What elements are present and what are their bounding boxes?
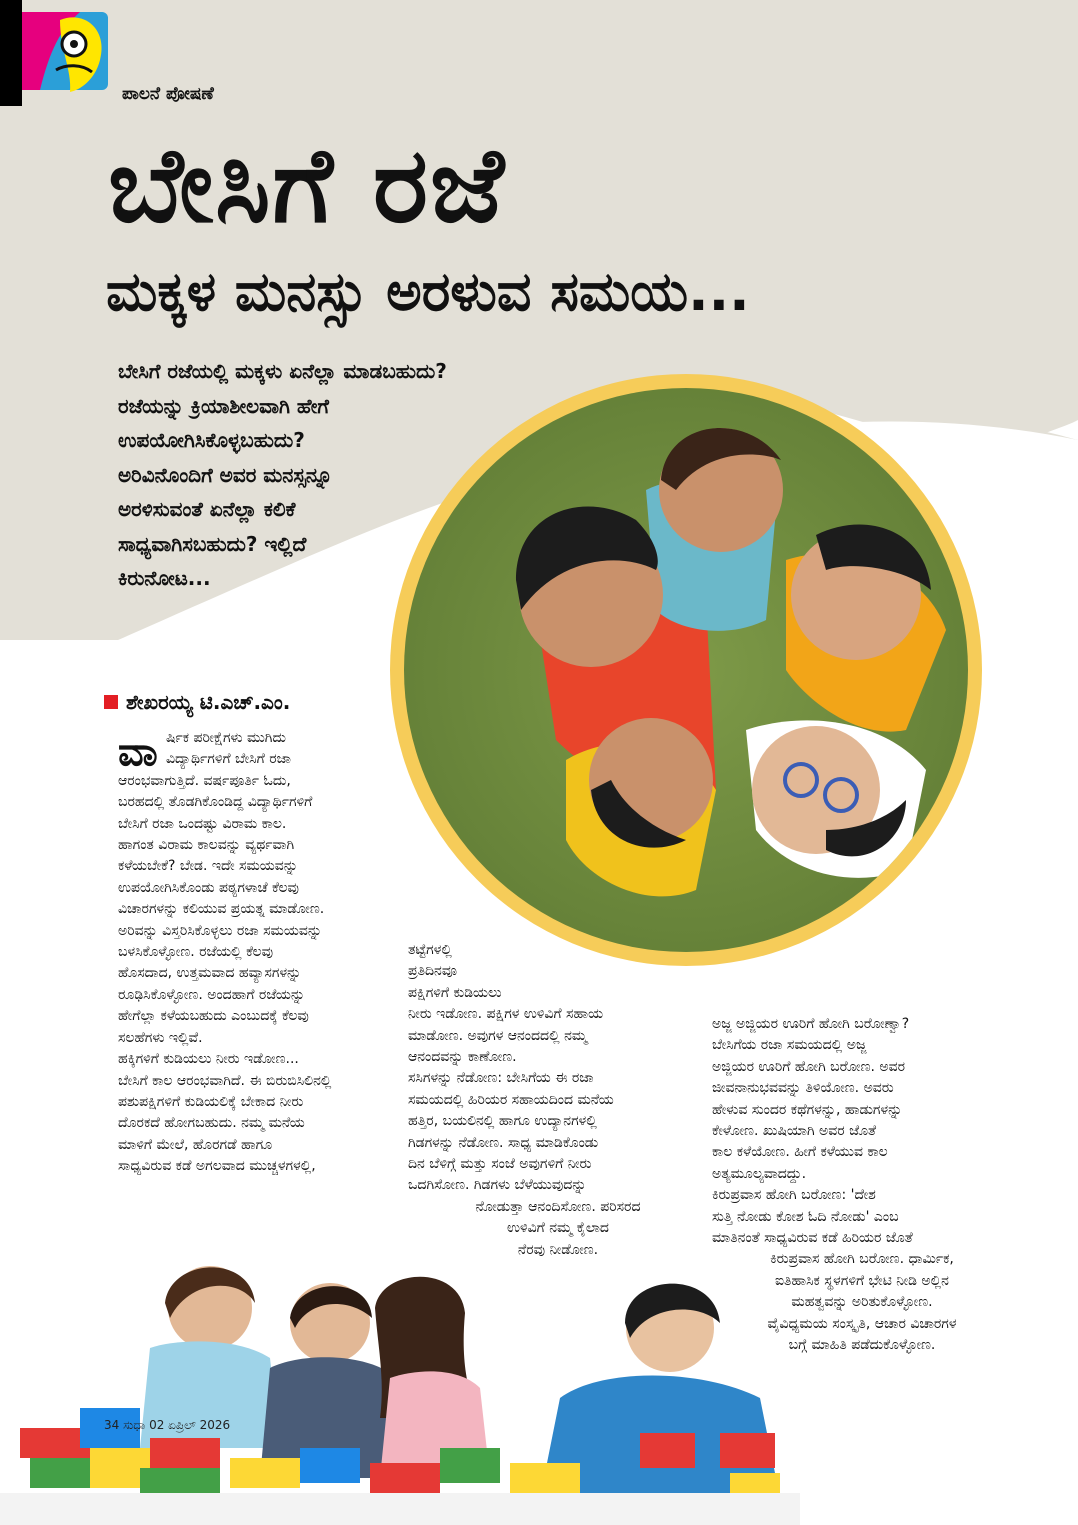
text-line: ಐತಿಹಾಸಿಕ ಸ್ಥಳಗಳಿಗೆ ಭೇಟಿ ನೀಡಿ ಅಲ್ಲಿನ [775, 1272, 949, 1289]
text-line: ಕಾಲ ಕಳೆಯೋಣ. ಹೀಗೆ ಕಳೆಯುವ ಕಾಲ [712, 1144, 888, 1161]
text-line: ಬಗ್ಗೆ ಮಾಹಿತಿ ಪಡೆದುಕೊಳ್ಳೋಣ. [788, 1337, 936, 1354]
text-line: ನೋಡುತ್ತಾ ಆನಂದಿಸೋಣ. ಪರಿಸರದ [475, 1198, 641, 1215]
intro-line: ಬೇಸಿಗೆ ರಜೆಯಲ್ಲಿ ಮಕ್ಕಳು ಏನೆಲ್ಲಾ ಮಾಡಬಹುದು? [118, 359, 447, 383]
section-label: ಪಾಲನೆ ಪೋಷಣೆ [122, 84, 214, 104]
text-line: ವಿಚಾರಗಳನ್ನು ಕಲಿಯುವ ಪ್ರಯತ್ನ ಮಾಡೋಣ. [118, 901, 325, 918]
text-line: ಪಶುಪಕ್ಷಿಗಳಿಗೆ ಕುಡಿಯಲಿಕ್ಕೆ ಬೇಕಾದ ನೀರು [118, 1093, 304, 1110]
page-footer: 34 ಸುಧಾ 02 ಏಪ್ರಿಲ್ 2026 [104, 1418, 231, 1432]
text-line: ಕಳೆಯಬೇಕೆ? ಬೇಡ. ಇದೇ ಸಮಯವನ್ನು [118, 858, 298, 875]
text-line: ಪಕ್ಷಿಗಳಿಗೆ ಕುಡಿಯಲು [408, 984, 502, 1001]
text-line: ದೊರಕದೆ ಹೋಗಬಹುದು. ನಮ್ಮ ಮನೆಯ [118, 1115, 305, 1132]
text-line: ವೈವಿಧ್ಯಮಯ ಸಂಸ್ಕೃತಿ, ಆಚಾರ ವಿಚಾರಗಳ [767, 1315, 957, 1332]
text-line: ನೆರವು ನೀಡೋಣ. [517, 1241, 599, 1258]
text-line: ದಿನ ಬೆಳಿಗ್ಗೆ ಮತ್ತು ಸಂಜೆ ಅವುಗಳಿಗೆ ನೀರು [408, 1156, 592, 1173]
drop-cap: ವಾ [118, 729, 158, 775]
text-line: ಹಾಗಂತ ವಿರಾಮ ಕಾಲವನ್ನು ವ್ಯರ್ಥವಾಗಿ [118, 837, 295, 854]
text-line: ನೀರು ಇಡೋಣ. ಪಕ್ಷಿಗಳ ಉಳಿವಿಗೆ ಸಹಾಯ [408, 1006, 604, 1023]
intro-line: ಸಾಧ್ಯವಾಗಿಸಬಹುದು? ಇಲ್ಲಿದೆ [118, 531, 307, 556]
text-line: ಪ್ರತಿದಿನವೂ [408, 963, 457, 980]
text-line: ಒದಗಿಸೋಣ. ಗಿಡಗಳು ಬೆಳೆಯುವುದನ್ನು [408, 1177, 587, 1194]
text-line: ಸುತ್ತಿ ನೋಡು ಕೋಶ ಓದಿ ನೋಡು' ಎಂಬ [712, 1208, 899, 1225]
text-line: ಮಾಳಿಗೆ ಮೇಲೆ, ಹೊರಗಡೆ ಹಾಗೂ [118, 1136, 273, 1153]
intro-text [118, 354, 556, 596]
text-line: ಸಾಧ್ಯವಿರುವ ಕಡೆ ಅಗಲವಾದ ಮುಚ್ಚಳಗಳಲ್ಲಿ, [118, 1158, 316, 1175]
text-line: ಅತ್ಯಮೂಲ್ಯವಾದದ್ದು. [712, 1165, 807, 1182]
text-line: ಅಜ್ಜಿಯರ ಊರಿಗೆ ಹೋಗಿ ಬರೋಣ. ಅವರ [712, 1058, 906, 1075]
magazine-logo [0, 0, 118, 106]
byline [104, 690, 290, 714]
text-line: ಬರಹದಲ್ಲಿ ತೊಡಗಿಕೊಂಡಿದ್ದ ವಿದ್ಯಾರ್ಥಿಗಳಿಗೆ [118, 794, 313, 811]
text-line: ತಟ್ಟೆಗಳಲ್ಲಿ [408, 942, 452, 958]
text-line: ಅರಿವನ್ನು ವಿಸ್ತರಿಸಿಕೊಳ್ಳಲು ರಜಾ ಸಮಯವನ್ನು [118, 922, 322, 939]
text-line: ಹೊಸದಾದ, ಉತ್ತಮವಾದ ಹವ್ಯಾಸಗಳನ್ನು [118, 965, 302, 982]
text-line: ಹೇಗೆಲ್ಲಾ ಕಳೆಯಬಹುದು ಎಂಬುದಕ್ಕೆ ಕೆಲವು [118, 1008, 309, 1025]
text-line: ಕಿರುಪ್ರವಾಸ ಹೋಗಿ ಬರೋಣ: 'ದೇಶ [712, 1187, 876, 1204]
article-column-1 [118, 728, 388, 1178]
text-line: ಕಿರುಪ್ರವಾಸ ಹೋಗಿ ಬರೋಣ. ಧಾರ್ಮಿಕ, [770, 1251, 954, 1268]
intro-line: ಅರಿವಿನೊಂದಿಗೆ ಅವರ ಮನಸ್ಸನ್ನೂ [118, 462, 333, 487]
text-line: ಬಳಸಿಕೊಳ್ಳೋಣ. ರಜೆಯಲ್ಲಿ ಕೆಲವು [118, 944, 273, 961]
text-line: ಆನಂದವನ್ನು ಕಾಣೋಣ. [408, 1049, 517, 1066]
text-line: ಬೇಸಿಗೆ ರಜಾ ಒಂದಷ್ಟು ವಿರಾಮ ಕಾಲ. [118, 815, 287, 832]
intro-line: ರಜೆಯನ್ನು ಕ್ರಿಯಾಶೀಲವಾಗಿ ಹೇಗೆ [118, 393, 329, 418]
article-column-2 [408, 940, 708, 1261]
text-line: ಹೇಳುವ ಸುಂದರ ಕಥೆಗಳನ್ನು, ಹಾಡುಗಳನ್ನು [712, 1101, 903, 1118]
article-column-3 [712, 1014, 1012, 1357]
text-line: ಉಪಯೋಗಿಸಿಕೊಂಡು ಪಠ್ಯಗಳಾಚೆ ಕೆಲವು [118, 879, 299, 896]
page-title: ಬೇಸಿಗೆ ರಜೆ [108, 124, 507, 246]
text-line: ಸಲಹೆಗಳು ಇಲ್ಲಿವೆ. [118, 1029, 203, 1046]
text-line: ರ್ಷಿಕ ಪರೀಕ್ಷೆಗಳು ಮುಗಿದು [166, 730, 286, 746]
text-line: ಅಜ್ಜ ಅಜ್ಜಿಯರ ಊರಿಗೆ ಹೋಗಿ ಬರೋಣ್ವಾ? [712, 1016, 910, 1032]
author-name: ಶೇಖರಯ್ಯ ಟಿ.ಎಚ್.ಎಂ. [126, 690, 291, 714]
text-line: ರೂಢಿಸಿಕೊಳ್ಳೋಣ. ಅಂದಹಾಗೆ ರಜೆಯನ್ನು [118, 986, 305, 1003]
text-line: ಸಮಯದಲ್ಲಿ ಹಿರಿಯರ ಸಹಾಯದಿಂದ ಮನೆಯ [408, 1091, 614, 1108]
intro-line: ಅರಳಿಸುವಂತೆ ಏನೆಲ್ಲಾ ಕಲಿಕೆ [118, 497, 296, 521]
text-line: ಗಿಡಗಳನ್ನು ನೆಡೋಣ. ಸಾಧ್ಯ ಮಾಡಿಕೊಂಡು [408, 1134, 599, 1151]
text-line: ಮಹತ್ವವನ್ನು ಅರಿತುಕೊಳ್ಳೋಣ. [791, 1294, 933, 1311]
children-blocks-photo [0, 1248, 800, 1525]
text-line: ಉಳಿವಿಗೆ ನಮ್ಮ ಕೈಲಾದ [507, 1220, 609, 1237]
intro-line: ಉಪಯೋಗಿಸಿಕೊಳ್ಳಬಹುದು? [118, 428, 305, 452]
text-line: ಹಕ್ಕಿಗಳಿಗೆ ಕುಡಿಯಲು ನೀರು ಇಡೋಣ... [118, 1051, 299, 1068]
text-line: ಆರಂಭವಾಗುತ್ತಿದೆ. ವರ್ಷಪೂರ್ತಿ ಓದು, [118, 772, 291, 789]
page-subtitle: ಮಕ್ಕಳ ಮನಸ್ಸು ಅರಳುವ ಸಮಯ... [106, 260, 750, 323]
text-line: ಬೇಸಿಗೆ ಕಾಲ ಆರಂಭವಾಗಿದೆ. ಈ ಬಿರುಬಿಸಿಲಿನಲ್ಲಿ [118, 1072, 332, 1089]
text-line: ಬೇಸಿಗೆಯ ರಜಾ ಸಮಯದಲ್ಲಿ ಅಜ್ಜ [712, 1037, 867, 1054]
text-line: ಮಾಡೋಣ. ಅವುಗಳ ಆನಂದದಲ್ಲಿ ನಮ್ಮ [408, 1027, 588, 1044]
text-line: ಕೇಳೋಣ. ಖುಷಿಯಾಗಿ ಅವರ ಜೊತೆ [712, 1123, 877, 1140]
text-line: ಹತ್ತಿರ, ಬಯಲಿನಲ್ಲಿ ಹಾಗೂ ಉದ್ಯಾನಗಳಲ್ಲಿ [408, 1113, 597, 1130]
text-line: ಜೀವನಾನುಭವವನ್ನು ತಿಳಿಯೋಣ. ಅವರು [712, 1080, 894, 1097]
text-line: ಮಾತಿನಂತೆ ಸಾಧ್ಯವಿರುವ ಕಡೆ ಹಿರಿಯರ ಜೊತೆ [712, 1230, 913, 1247]
text-line: ವಿದ್ಯಾರ್ಥಿಗಳಿಗೆ ಬೇಸಿಗೆ ರಜಾ [166, 751, 291, 768]
byline-marker [104, 695, 118, 709]
intro-line: ಕಿರುನೋಟ... [118, 566, 211, 590]
text-line: ಸಸಿಗಳನ್ನು ನೆಡೋಣ: ಬೇಸಿಗೆಯ ಈ ರಜಾ [408, 1070, 594, 1087]
